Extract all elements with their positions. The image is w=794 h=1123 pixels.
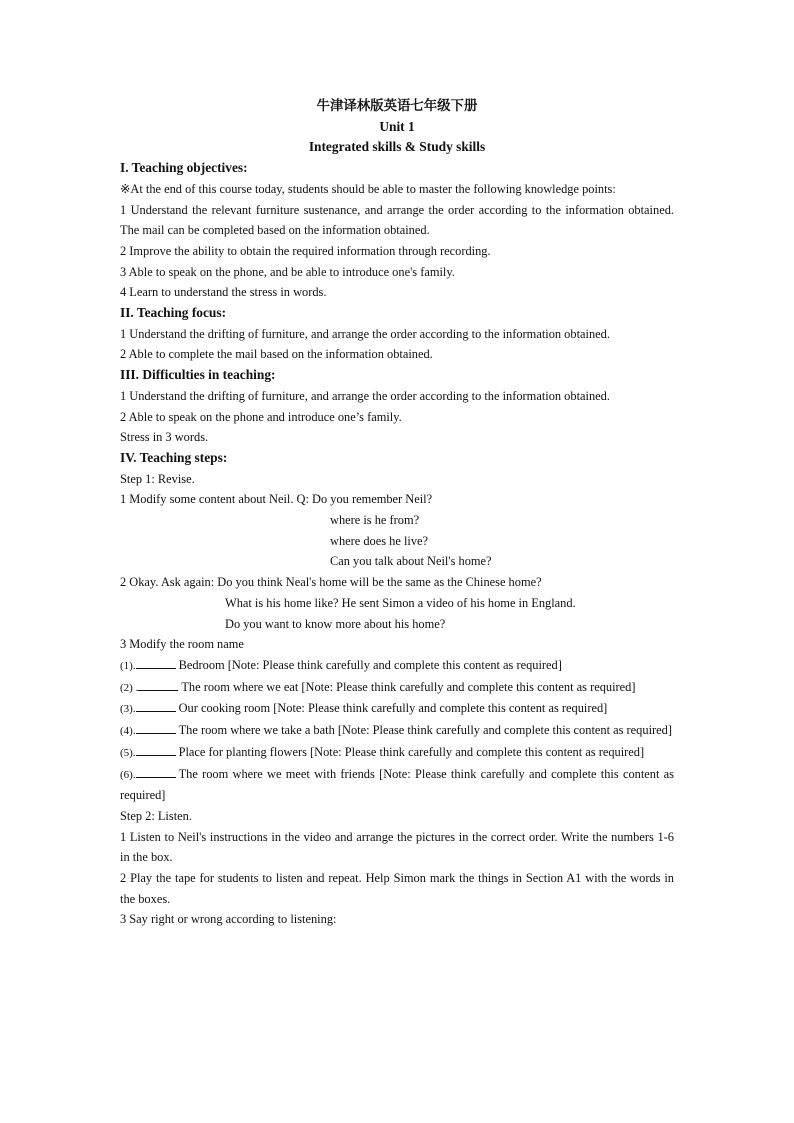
unit-label: Unit 1 — [379, 118, 415, 134]
revise-q2: where is he from? — [330, 513, 420, 528]
focus-1: 1 Understand the drifting of furniture, and arrange the order according to the information obtained. — [120, 326, 610, 341]
answer-blank[interactable] — [136, 743, 176, 756]
answer-blank[interactable] — [136, 765, 176, 778]
fill-in-item-3 — [120, 698, 674, 720]
item-text: Place for planting flowers [Note: Please think carefully and complete this content as required] — [178, 744, 645, 759]
revise-q1: 1 Modify some content about Neil. Q: Do you remember Neil? — [120, 492, 433, 507]
item-number: (5). — [120, 746, 136, 759]
answer-blank[interactable] — [136, 699, 176, 712]
fill-in-item-4 — [120, 720, 674, 742]
fill-in-item-1 — [120, 655, 674, 677]
revise-q4: Can you talk about Neil's home? — [330, 554, 492, 569]
step-1-label: Step 1: Revise. — [120, 471, 195, 486]
listen-task-1: 1 Listen to Neil's instructions in the video and arrange the pictures in the correct order. Write the numbers 1-6 in the box. — [120, 829, 674, 865]
listen-task-3: 3 Say right or wrong according to listening: — [120, 912, 337, 927]
objectives-heading: I. Teaching objectives: — [120, 160, 248, 176]
ask-again-q3: Do you want to know more about his home? — [225, 616, 446, 631]
focus-heading: II. Teaching focus: — [120, 305, 227, 321]
difficulty-3: Stress in 3 words. — [120, 430, 209, 445]
document-page — [120, 96, 674, 930]
listen-task-2: 2 Play the tape for students to listen and repeat. Help Simon mark the things in Section A1 with the words in the boxes. — [120, 871, 674, 906]
fill-in-item-5 — [120, 742, 674, 764]
objective-4: 4 Learn to understand the stress in words. — [120, 285, 327, 300]
item-text: The room where we meet with friends [Note: Please think carefully and complete this content as required] — [120, 766, 674, 803]
room-name-instruction: 3 Modify the room name — [120, 637, 244, 652]
doc-title: 牛津译林版英语七年级下册 — [316, 98, 478, 113]
item-number: (2) . — [120, 681, 139, 694]
step-2-label: Step 2: Listen. — [120, 808, 192, 823]
ask-again-q1: 2 Okay. Ask again: Do you think Neal's home will be the same as the Chinese home? — [120, 575, 542, 590]
answer-blank[interactable] — [136, 721, 176, 734]
lesson-subtitle: Integrated skills & Study skills — [308, 139, 486, 155]
objective-3: 3 Able to speak on the phone, and be able to introduce one's family. — [120, 264, 455, 279]
item-number: (1). — [120, 659, 136, 672]
difficulty-1: 1 Understand the drifting of furniture, and arrange the order according to the information obtained. — [120, 388, 610, 403]
steps-heading: IV. Teaching steps: — [120, 449, 228, 465]
item-number: (4). — [120, 725, 136, 738]
item-text: The room where we eat [Note: Please think carefully and complete this content as required] — [181, 679, 636, 694]
focus-2: 2 Able to complete the mail based on the information obtained. — [120, 347, 433, 362]
fill-in-item-6 — [120, 764, 674, 806]
objective-2: 2 Improve the ability to obtain the required information through recording. — [120, 243, 491, 258]
ask-again-q2: What is his home like? He sent Simon a video of his home in England. — [225, 595, 576, 610]
answer-blank[interactable] — [136, 656, 176, 669]
item-text: Our cooking room [Note: Please think carefully and complete this content as required] — [178, 701, 608, 716]
fill-in-item-2 — [120, 677, 674, 699]
answer-blank[interactable] — [138, 678, 178, 691]
item-text: Bedroom [Note: Please think carefully and complete this content as required] — [178, 657, 562, 672]
item-number: (3). — [120, 703, 136, 716]
item-number: (6). — [120, 768, 136, 781]
item-text: The room where we take a bath [Note: Please think carefully and complete this content as required] — [178, 723, 672, 738]
difficulty-2: 2 Able to speak on the phone and introduce one’s family. — [120, 409, 402, 424]
objectives-intro: ※At the end of this course today, students should be able to master the following knowledge points: — [120, 181, 616, 196]
objective-1: 1 Understand the relevant furniture sustenance, and arrange the order according to the information obtained. The mail can be completed based on the information obtained. — [120, 202, 674, 238]
revise-q3: where does he live? — [330, 533, 429, 548]
difficulties-heading: III. Difficulties in teaching: — [120, 367, 276, 383]
